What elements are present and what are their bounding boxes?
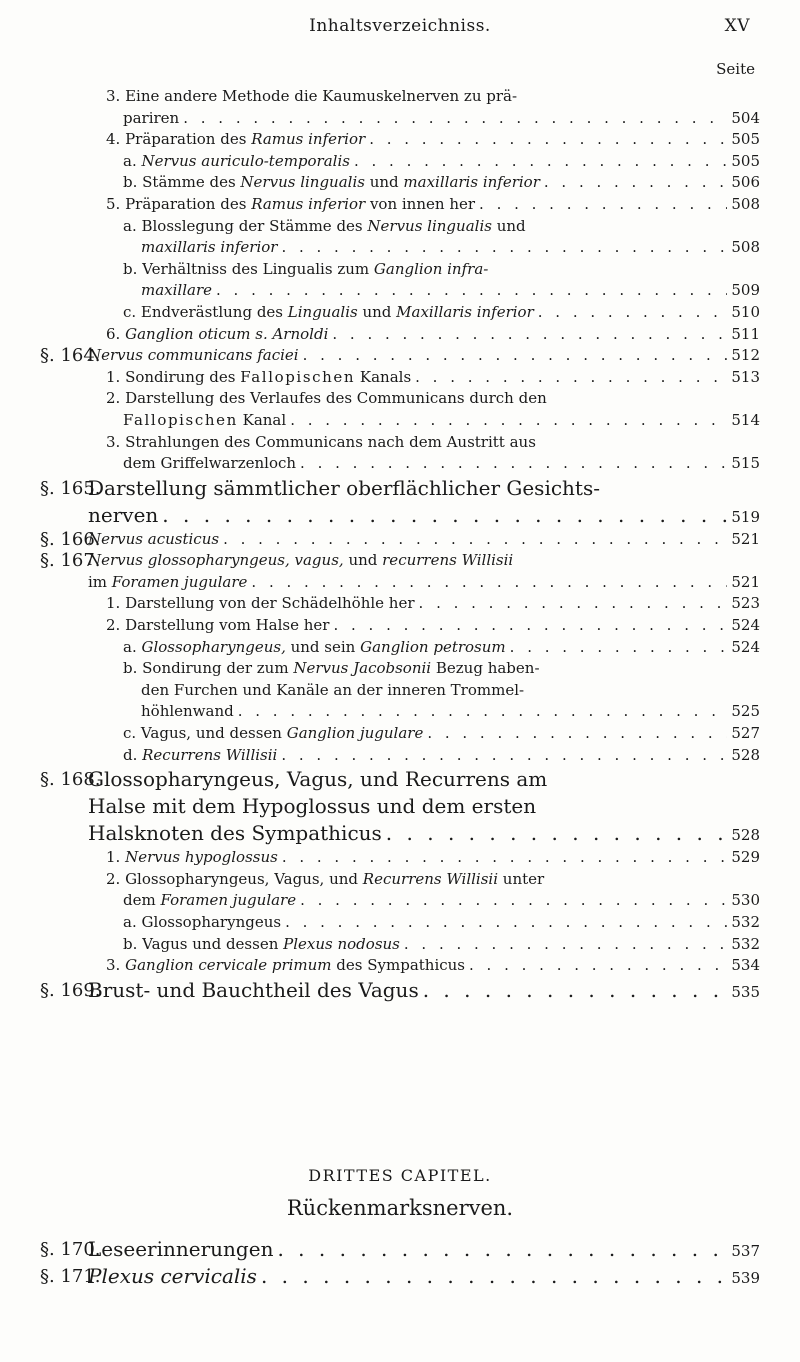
- page-number: 539: [731, 1269, 760, 1287]
- toc-entry: [0, 280, 800, 302]
- section-number: §. 170.: [40, 1239, 101, 1260]
- entry-title: a. Nervus auriculo-temporalis: [123, 151, 350, 170]
- dot-leader: [329, 615, 727, 636]
- toc-entry: [0, 1236, 800, 1263]
- toc-line: [106, 593, 760, 614]
- toc-entry: [0, 529, 800, 551]
- page-number: 515: [731, 454, 760, 473]
- entry-title: b. Stämme des Nervus lingualis und maxillaris inferior: [123, 173, 540, 192]
- page-number: 511: [731, 324, 760, 343]
- dot-leader: [299, 345, 728, 366]
- dot-leader: [277, 237, 727, 258]
- entry-title: Halse mit dem Hypoglossus und dem ersten: [88, 794, 537, 819]
- page-number: 529: [731, 848, 760, 867]
- entry-title: 1. Nervus hypoglossus: [106, 848, 278, 867]
- toc-entry: [0, 367, 800, 389]
- entry-title: Darstellung sämmtlicher oberflächlicher Gesichts-: [88, 475, 600, 500]
- toc-line: [123, 723, 760, 744]
- entry-title: Nervus glossopharyngeus, vagus, und recurrens Willisii: [88, 551, 514, 570]
- page-number: 521: [731, 572, 760, 591]
- entry-title: a. Glossopharyngeus, und sein Ganglion petrosum: [123, 637, 506, 656]
- dot-leader: [219, 529, 727, 550]
- entry-title: 1. Darstellung von der Schädelhöhle her: [106, 594, 415, 613]
- running-title: Inhaltsverzeichniss.: [309, 16, 491, 36]
- dot-leader: [257, 1263, 727, 1290]
- toc-line: [123, 745, 760, 766]
- page-number: 506: [731, 173, 760, 192]
- dot-leader: [350, 151, 727, 172]
- entry-title: c. Endverästlung des Lingualis und Maxillaris inferior: [123, 302, 534, 321]
- toc-entry: [0, 723, 800, 745]
- chapter-title: Rückenmarksnerven.: [286, 1196, 514, 1220]
- toc-line: [88, 572, 760, 593]
- toc-entry: [0, 172, 800, 194]
- toc-line: [123, 259, 760, 280]
- page-number: 508: [731, 194, 760, 213]
- toc-list-chapter-3: [0, 1236, 800, 1290]
- dot-leader: [278, 847, 728, 868]
- dot-leader: [540, 172, 727, 193]
- page-number: 532: [731, 934, 760, 953]
- toc-line: [106, 847, 760, 868]
- toc-entry: [0, 194, 800, 216]
- section-number: §. 164.: [40, 345, 101, 367]
- section-number: §. 169.: [40, 979, 101, 1001]
- toc-line: [88, 820, 760, 849]
- toc-line: [106, 388, 760, 409]
- toc-entry: [0, 550, 800, 572]
- toc-line: [106, 86, 760, 107]
- toc-entry: [0, 793, 800, 820]
- dot-leader: [273, 1236, 727, 1263]
- page-number: 505: [731, 130, 760, 149]
- entry-title: den Furchen und Kanäle an der inneren Trommel-: [141, 680, 525, 699]
- page-number: 525: [731, 702, 760, 721]
- page-number: 524: [731, 616, 760, 635]
- section-number: §. 168.: [40, 769, 101, 791]
- toc-line: [123, 912, 760, 933]
- dot-leader: [281, 912, 727, 933]
- toc-line: [123, 410, 760, 431]
- toc-entry: [0, 324, 800, 346]
- dot-leader: [382, 820, 728, 847]
- toc-line: [106, 955, 760, 976]
- page-number: 537: [731, 1242, 760, 1260]
- toc-entry: [0, 955, 800, 977]
- dot-leader: [465, 955, 727, 976]
- dot-leader: [234, 701, 728, 722]
- entry-title: c. Vagus, und dessen Ganglion jugulare: [123, 724, 424, 743]
- entry-title: 3. Strahlungen des Communicans nach dem Austritt aus: [106, 432, 536, 451]
- dot-leader: [419, 977, 728, 1004]
- toc-line: [88, 502, 760, 531]
- toc-entry: [0, 108, 800, 130]
- page-number: 509: [731, 281, 760, 300]
- toc-entry: [0, 259, 800, 281]
- dot-leader: [158, 502, 727, 529]
- dot-leader: [296, 890, 727, 911]
- toc-entry: [0, 410, 800, 432]
- dot-leader: [506, 637, 728, 658]
- dot-leader: [411, 367, 727, 388]
- entry-title: nerven: [88, 502, 159, 527]
- toc-line: [123, 934, 760, 955]
- toc-line: [88, 475, 760, 502]
- toc-line: [123, 658, 760, 679]
- toc-line: [106, 367, 760, 388]
- entry-title: 6. Ganglion oticum s. Arnoldi: [106, 324, 329, 343]
- toc-entry: [0, 388, 800, 410]
- toc-line: [88, 345, 760, 366]
- toc-line: [106, 324, 760, 345]
- toc-entry: [0, 745, 800, 767]
- toc-entry: [0, 847, 800, 869]
- toc-line: [123, 108, 760, 129]
- entry-title: 2. Darstellung des Verlaufes des Communicans durch den: [106, 389, 547, 408]
- page-number-roman: XV: [724, 16, 750, 36]
- page-number: 534: [731, 956, 760, 975]
- page-number: 530: [731, 891, 760, 910]
- dot-leader: [534, 302, 728, 323]
- toc-entry: [0, 615, 800, 637]
- entry-title: Plexus cervicalis: [88, 1264, 257, 1288]
- toc-entry: [0, 637, 800, 659]
- page-number: 519: [731, 507, 760, 526]
- dot-leader: [179, 108, 727, 129]
- page-number: 524: [731, 637, 760, 656]
- entry-title: 5. Präparation des Ramus inferior von innen her: [106, 194, 476, 213]
- toc-entry: [0, 869, 800, 891]
- toc-line: [88, 1236, 760, 1265]
- toc-line: [141, 280, 760, 301]
- toc-entry: [0, 216, 800, 238]
- toc-entry: [0, 502, 800, 529]
- entry-title: 3. Eine andere Methode die Kaumuskelnerven zu prä-: [106, 87, 518, 105]
- page-number: 527: [731, 724, 760, 743]
- toc-line: [88, 529, 760, 550]
- page-number: 508: [731, 238, 760, 257]
- page-number: 505: [731, 151, 760, 170]
- page-number: 521: [731, 529, 760, 548]
- entry-title: Leseerinnerungen: [88, 1237, 274, 1261]
- entry-title: Brust- und Bauchtheil des Vagus: [88, 977, 419, 1002]
- toc-entry: [0, 820, 800, 847]
- page-number: 510: [731, 302, 760, 321]
- dot-leader: [296, 453, 727, 474]
- toc-entry: [0, 475, 800, 502]
- section-number: §. 171.: [40, 1266, 101, 1287]
- entry-title: 3. Ganglion cervicale primum des Sympathicus: [106, 956, 466, 975]
- entry-title: 2. Glossopharyngeus, Vagus, und Recurrens Willisii unter: [106, 869, 545, 888]
- toc-entry: [0, 151, 800, 173]
- toc-entry: [0, 86, 800, 108]
- section-number: §. 166.: [40, 528, 101, 550]
- page-number: 512: [731, 346, 760, 365]
- page-number: 514: [731, 410, 760, 429]
- toc-entry: [0, 432, 800, 454]
- entry-title: dem Griffelwarzenloch: [123, 454, 297, 473]
- entry-title: b. Verhältniss des Lingualis zum Ganglion infra-: [123, 259, 489, 278]
- toc-line: [123, 453, 760, 474]
- toc-entry: [0, 129, 800, 151]
- entry-title: d. Recurrens Willisii: [123, 745, 278, 764]
- page-number: 504: [731, 108, 760, 127]
- dot-leader: [328, 324, 727, 345]
- page-number: 523: [731, 594, 760, 613]
- toc-entry: [0, 701, 800, 723]
- entry-title: Glossopharyngeus, Vagus, und Recurrens am: [88, 767, 548, 792]
- toc-line: [106, 869, 760, 890]
- dot-leader: [277, 745, 727, 766]
- entry-title: maxillare: [141, 281, 213, 300]
- section-number: §. 167.: [40, 550, 101, 572]
- toc-line: [141, 237, 760, 258]
- dot-leader: [423, 723, 727, 744]
- entry-title: höhlenwand: [141, 702, 234, 721]
- dot-leader: [400, 934, 727, 955]
- toc-entry: [0, 658, 800, 680]
- toc-entry: [0, 345, 800, 367]
- toc-line: [123, 172, 760, 193]
- entry-title: Nervus acusticus: [88, 529, 220, 548]
- dot-leader: [286, 410, 727, 431]
- toc-entry: [0, 593, 800, 615]
- entry-title: a. Glossopharyngeus: [123, 913, 282, 931]
- toc-entry: [0, 977, 800, 1004]
- entry-title: dem Foramen jugulare: [123, 891, 297, 910]
- toc-entry: [0, 237, 800, 259]
- entry-title: Fallopischen Kanal: [123, 410, 287, 429]
- section-number: §. 165.: [40, 477, 101, 499]
- toc-entry: [0, 766, 800, 793]
- entry-title: a. Blosslegung der Stämme des Nervus lingualis und: [123, 216, 526, 235]
- toc-line: [123, 302, 760, 323]
- dot-leader: [475, 194, 727, 215]
- entry-title: b. Sondirung der zum Nervus Jacobsonii Bezug haben-: [123, 659, 540, 678]
- entry-title: b. Vagus und dessen Plexus nodosus: [123, 934, 400, 953]
- dot-leader: [365, 129, 727, 150]
- page-number: 528: [731, 745, 760, 764]
- toc-line: [88, 766, 760, 793]
- toc-entry: [0, 572, 800, 594]
- toc-entry: [0, 453, 800, 475]
- entry-title: im Foramen jugulare: [88, 572, 248, 591]
- page-number: 513: [731, 367, 760, 386]
- entry-title: 2. Darstellung vom Halse her: [106, 616, 330, 635]
- toc-entry: [0, 912, 800, 934]
- toc-line: [88, 1263, 760, 1292]
- toc-entry: [0, 934, 800, 956]
- toc-line: [141, 701, 760, 722]
- toc-line: [123, 216, 760, 237]
- entry-title: 1. Sondirung des Fallopischen Kanals: [106, 367, 412, 386]
- toc-line: [106, 615, 760, 636]
- toc-line: [106, 194, 760, 215]
- dot-leader: [212, 280, 727, 301]
- dot-leader: [247, 572, 727, 593]
- toc-line: [123, 151, 760, 172]
- toc-line: [123, 890, 760, 911]
- toc-entry: [0, 1263, 800, 1290]
- toc-entry: [0, 890, 800, 912]
- toc-line: [88, 793, 760, 820]
- page-number: 528: [731, 826, 760, 845]
- entry-title: 4. Präparation des Ramus inferior: [106, 130, 366, 149]
- page-header: [0, 16, 800, 40]
- dot-leader: [415, 593, 728, 614]
- toc-list: [0, 86, 800, 1004]
- toc-entry: [0, 302, 800, 324]
- toc-line: [141, 680, 760, 701]
- entry-title: Halsknoten des Sympathicus: [88, 821, 382, 846]
- entry-title: Nervus communicans faciei: [88, 346, 299, 365]
- toc-entry: [0, 680, 800, 702]
- seite-label: Seite: [716, 60, 755, 78]
- toc-line: [106, 432, 760, 453]
- page-number: 535: [731, 982, 760, 1001]
- toc-line: [88, 977, 760, 1006]
- toc-line: [106, 129, 760, 150]
- entry-title: pariren: [123, 108, 180, 127]
- entry-title: maxillaris inferior: [141, 238, 278, 257]
- toc-line: [88, 550, 760, 571]
- chapter-label: DRITTES CAPITEL.: [308, 1166, 492, 1185]
- toc-line: [123, 637, 760, 658]
- page-number: 532: [731, 913, 760, 931]
